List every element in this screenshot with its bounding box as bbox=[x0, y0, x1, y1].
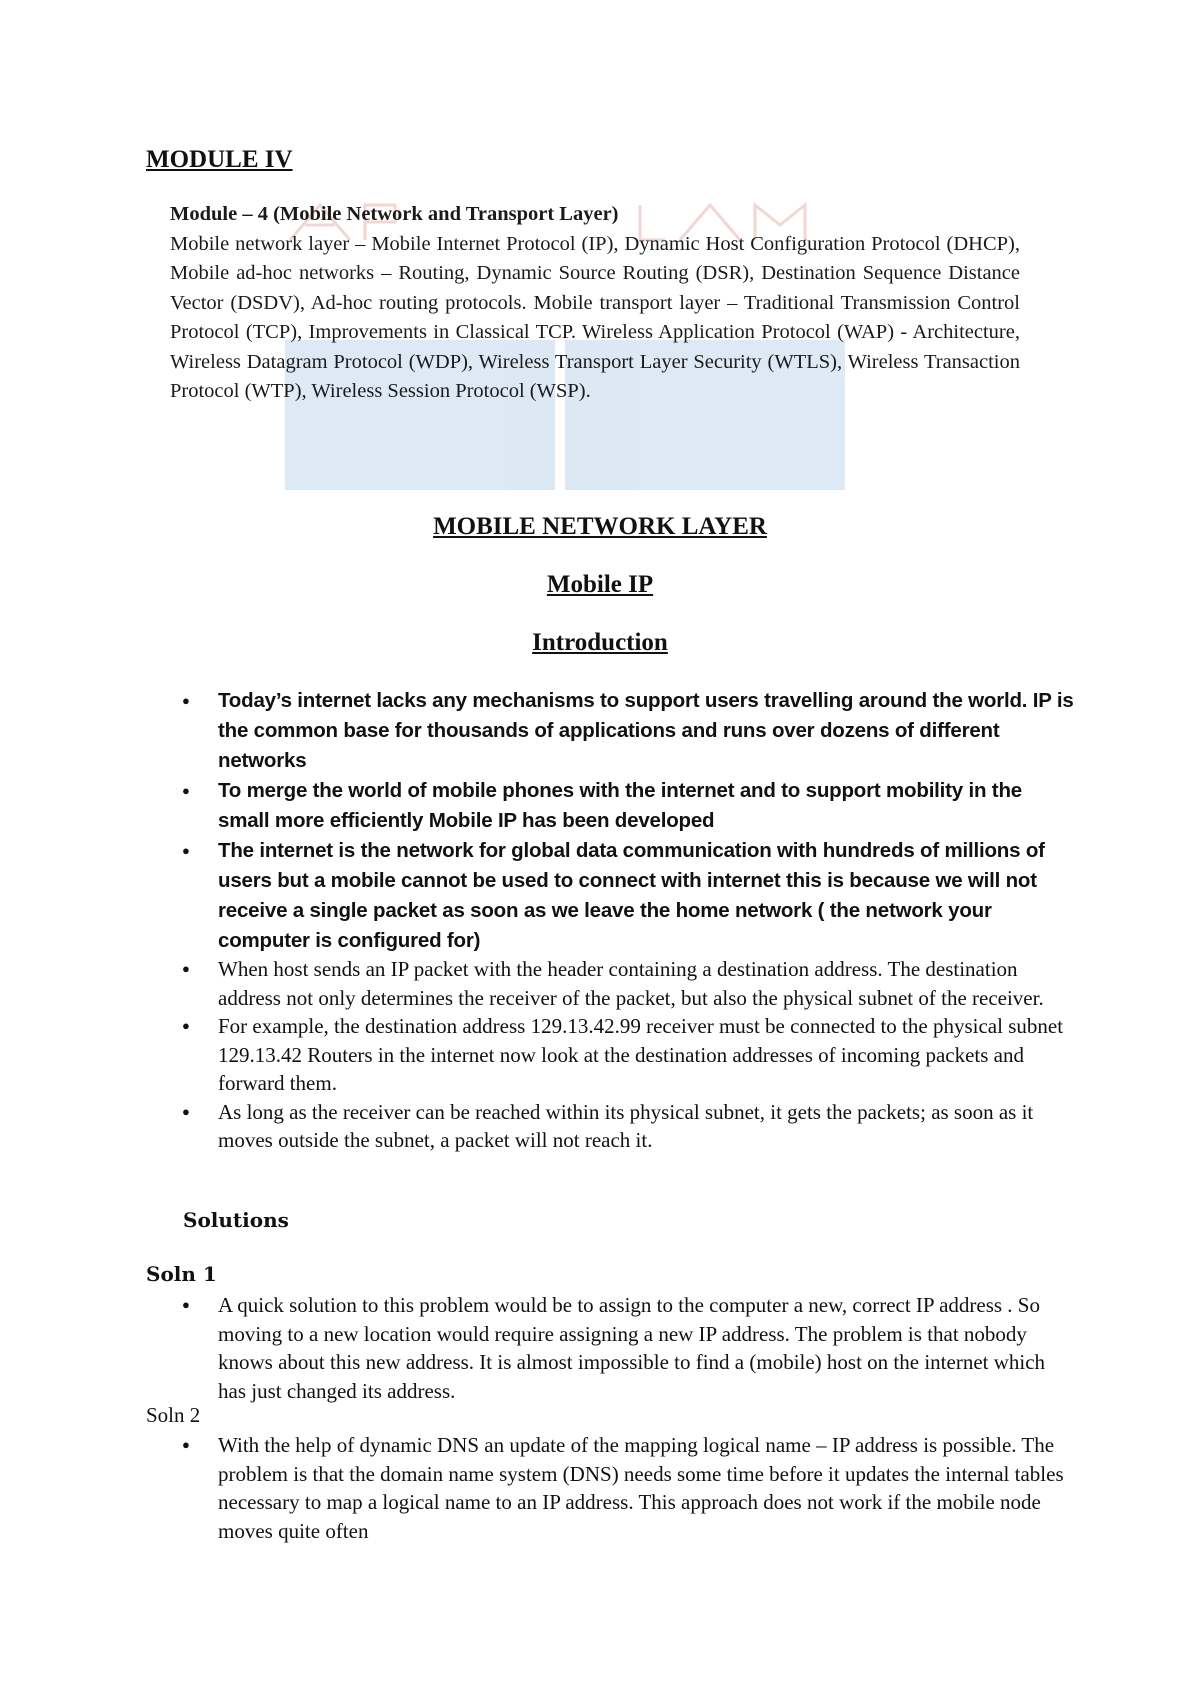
list-item: ● Today’s internet lacks any mechanisms to support users travelling around the world. IP is the common base for thousands of applications and runs over dozens of different networks bbox=[176, 686, 1076, 776]
list-item: ● The internet is the network for global data communication with hundreds of millions of users but a mobile cannot be used to connect with internet this is because we will not receive a single packet as soon as we leave the home network ( the network your computer is configured for) bbox=[176, 836, 1076, 956]
list-item: ● To merge the world of mobile phones with the internet and to support mobility in the small more efficiently Mobile IP has been developed bbox=[176, 776, 1076, 836]
intro-bold-list bbox=[176, 686, 1076, 956]
syllabus-body: Mobile network layer – Mobile Internet Protocol (IP), Dynamic Host Configuration Protocol (DHCP), Mobile ad-hoc networks – Routing, Dynamic Source Routing (DSR), Destination Sequence Distance Vector (DSDV), Ad-hoc routing protocols. Mobile transport layer – Traditional Transmission Control Protocol (TCP), Improvements in Classical TCP. Wireless Application Protocol (WAP) - Architecture, Wireless Datagram Protocol (WDP), Wireless Transport Layer Security (WTLS), Wireless Transaction Protocol (WTP), Wireless Session Protocol (WSP). bbox=[170, 232, 1020, 402]
section-heading: MOBILE NETWORK LAYER bbox=[433, 513, 767, 540]
module-heading: MODULE IV bbox=[146, 146, 293, 173]
soln1-label: Soln 1 bbox=[146, 1262, 217, 1286]
intro-list bbox=[176, 955, 1076, 1155]
subsection-heading: Mobile IP bbox=[546, 571, 654, 598]
soln1-list bbox=[176, 1291, 1076, 1405]
intro-heading: Introduction bbox=[532, 629, 668, 656]
syllabus-excerpt bbox=[170, 200, 1020, 490]
list-item: ● When host sends an IP packet with the header containing a destination address. The destination address not only determines the receiver of the packet, but also the physical subnet of the receiver. bbox=[176, 955, 1076, 1012]
soln2-list bbox=[176, 1431, 1076, 1545]
list-item: ● A quick solution to this problem would be to assign to the computer a new, correct IP address . So moving to a new location would require assigning a new IP address. The problem is that nobody knows about this new address. It is almost impossible to find a (mobile) host on the internet which has just changed its address. bbox=[176, 1291, 1076, 1405]
list-item: ● For example, the destination address 129.13.42.99 receiver must be connected to the physical subnet 129.13.42 Routers in the internet now look at the destination addresses of incoming packets and forward them. bbox=[176, 1012, 1076, 1098]
syllabus-title: Module – 4 (Mobile Network and Transport Layer) bbox=[170, 203, 619, 225]
solutions-label: Solutions bbox=[183, 1208, 289, 1232]
soln2-label: Soln 2 bbox=[146, 1403, 201, 1427]
list-item: ● As long as the receiver can be reached within its physical subnet, it gets the packets; as soon as it moves outside the subnet, a packet will not reach it. bbox=[176, 1098, 1076, 1155]
syllabus-paragraph bbox=[170, 200, 1020, 407]
list-item: ● With the help of dynamic DNS an update of the mapping logical name – IP address is possible. The problem is that the domain name system (DNS) needs some time before it updates the internal tables necessary to map a logical name to an IP address. This approach does not work if the mobile node moves quite often bbox=[176, 1431, 1076, 1545]
